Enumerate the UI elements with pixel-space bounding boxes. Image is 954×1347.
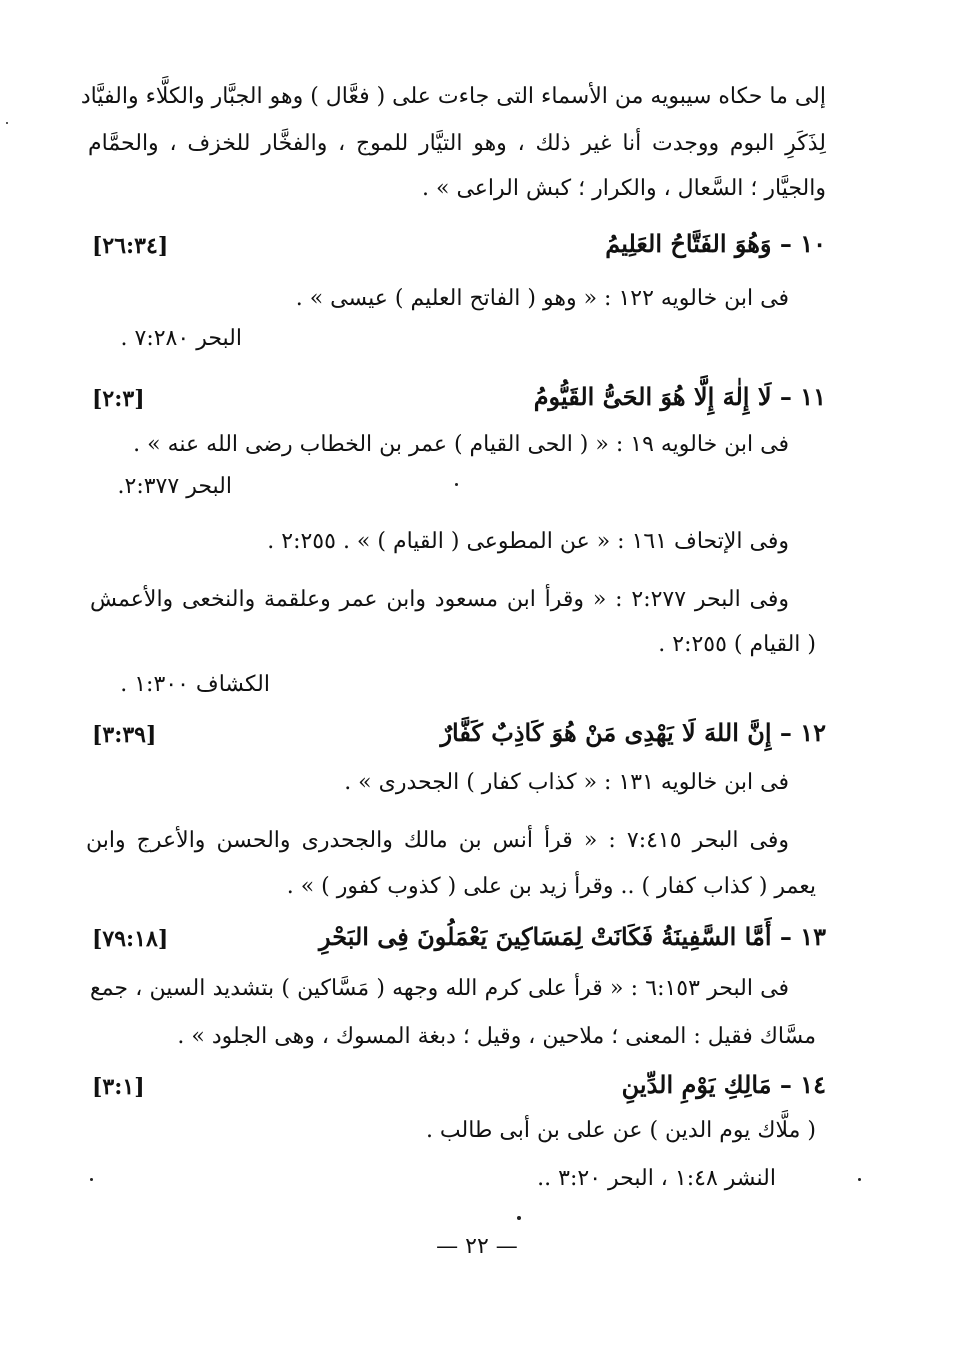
scan-speck bbox=[90, 1178, 93, 1181]
entry-11-ithaf: وفى الإتحاف ١٦١ : « عن المطوعى ( القيام ) » . ٢:٢٥٥ . bbox=[267, 529, 789, 554]
entry-13-heading: ١٣ – أَمَّا السَّفِينَةُ فَكَانَتْ لِمَسَاكِينَ يَعْمَلُونَ فِى البَحْرِ bbox=[318, 922, 826, 951]
entry-10-bahr: البحر ٧:٢٨٠ . bbox=[120, 326, 242, 351]
entry-12-heading: ١٢ – إِنَّ اللهَ لَا يَهْدِى مَنْ هُوَ كَاذِبٌ كَفَّارٌ bbox=[440, 718, 826, 747]
intro-line-2: لِذَكَرِ البوم ووجدت أنا غير ذلك ، وهو التيَّار للموج ، والفخَّار للخزف ، والحمَّام bbox=[88, 131, 826, 156]
entry-11-heading: ١١ – لَا إِلٰهَ إِلَّا هُوَ الحَىُّ القَيُّومُ bbox=[533, 382, 826, 411]
entry-11-bahr: البحر ٢:٣٧٧. bbox=[117, 474, 232, 499]
intro-line-3: والجيَّار ؛ السَّعال ، والكرار ؛ كبش الراعى » . bbox=[422, 176, 826, 201]
scan-speck bbox=[858, 1178, 861, 1181]
entry-10-source: فى ابن خالويه ١٢٢ : « وهو ( الفاتح العليم ) عيسى » . bbox=[295, 286, 789, 311]
intro-line-1: إلى ما حكاه سيبويه من الأسماء التى جاءت على ( فعَّال ) وهو الجبَّار والكلَّاء والفيَّاد bbox=[80, 84, 826, 109]
entry-12-bahr: وفى البحر ٧:٤١٥ : « قرأ أنس بن مالك والجحدرى والحسن والأعرج وابن bbox=[86, 828, 789, 853]
entry-14-heading: ١٤ – مَالِكِ يَوْمِ الدِّينِ bbox=[621, 1070, 826, 1099]
entry-14-sources: النشر ١:٤٨ ، البحر ٣:٢٠ .. bbox=[537, 1166, 776, 1191]
scan-speck bbox=[6, 122, 8, 124]
entry-12-source: فى ابن خالويه ١٣١ : « كذاب كفار ) الجحدرى » . bbox=[344, 770, 789, 795]
entry-13-reference: [٧٩:١٨] bbox=[92, 926, 169, 952]
entry-10-reference: [٢٦:٣٤] bbox=[92, 233, 169, 259]
entry-11-reference: [٢:٣] bbox=[92, 386, 145, 412]
entry-11-bahr-2-cont: ( القيام ) ٢:٢٥٥ . bbox=[658, 632, 816, 657]
entry-11-bahr-2: وفى البحر ٢:٢٧٧ : « وقرأ ابن مسعود وابن عمر وعلقمة والنخعى والأعمش bbox=[90, 587, 789, 612]
entry-10-heading: ١٠ – وَهُوَ الفَتَّاحُ العَلِيمُ bbox=[605, 229, 826, 258]
entry-14-reference: [٣:١] bbox=[92, 1074, 145, 1100]
entry-13-bahr: فى البحر ٦:١٥٣ : « قرأ على كرم الله وجهه ( مَسَّاكين ) بتشديد السين ، جمع bbox=[90, 976, 789, 1001]
scan-speck bbox=[455, 483, 458, 486]
entry-14-reading: ( ملَّاك يوم الدين ) عن على بن أبى طالب . bbox=[425, 1118, 816, 1143]
entry-13-bahr-cont: مسَّاك فقيل : المعنى ؛ ملاحين ، وقيل ؛ دبغة المسوك ، وهى الجلود » . bbox=[177, 1024, 816, 1049]
page-number: — ٢٢ — bbox=[436, 1234, 518, 1259]
entry-12-reference: [٣:٣٩] bbox=[92, 722, 157, 748]
entry-11-kashshaf: الكشاف ١:٣٠٠ . bbox=[120, 672, 270, 697]
entry-11-source: فى ابن خالويه ١٩ : « ( الحى القيام ) عمر بن الخطاب رضى الله عنه » . bbox=[133, 432, 789, 457]
scan-speck bbox=[517, 1216, 521, 1220]
entry-12-bahr-cont: يعمر ( كذاب كفار ) .. وقرأ زيد بن على ( كذوب كفور ) » . bbox=[286, 874, 816, 899]
